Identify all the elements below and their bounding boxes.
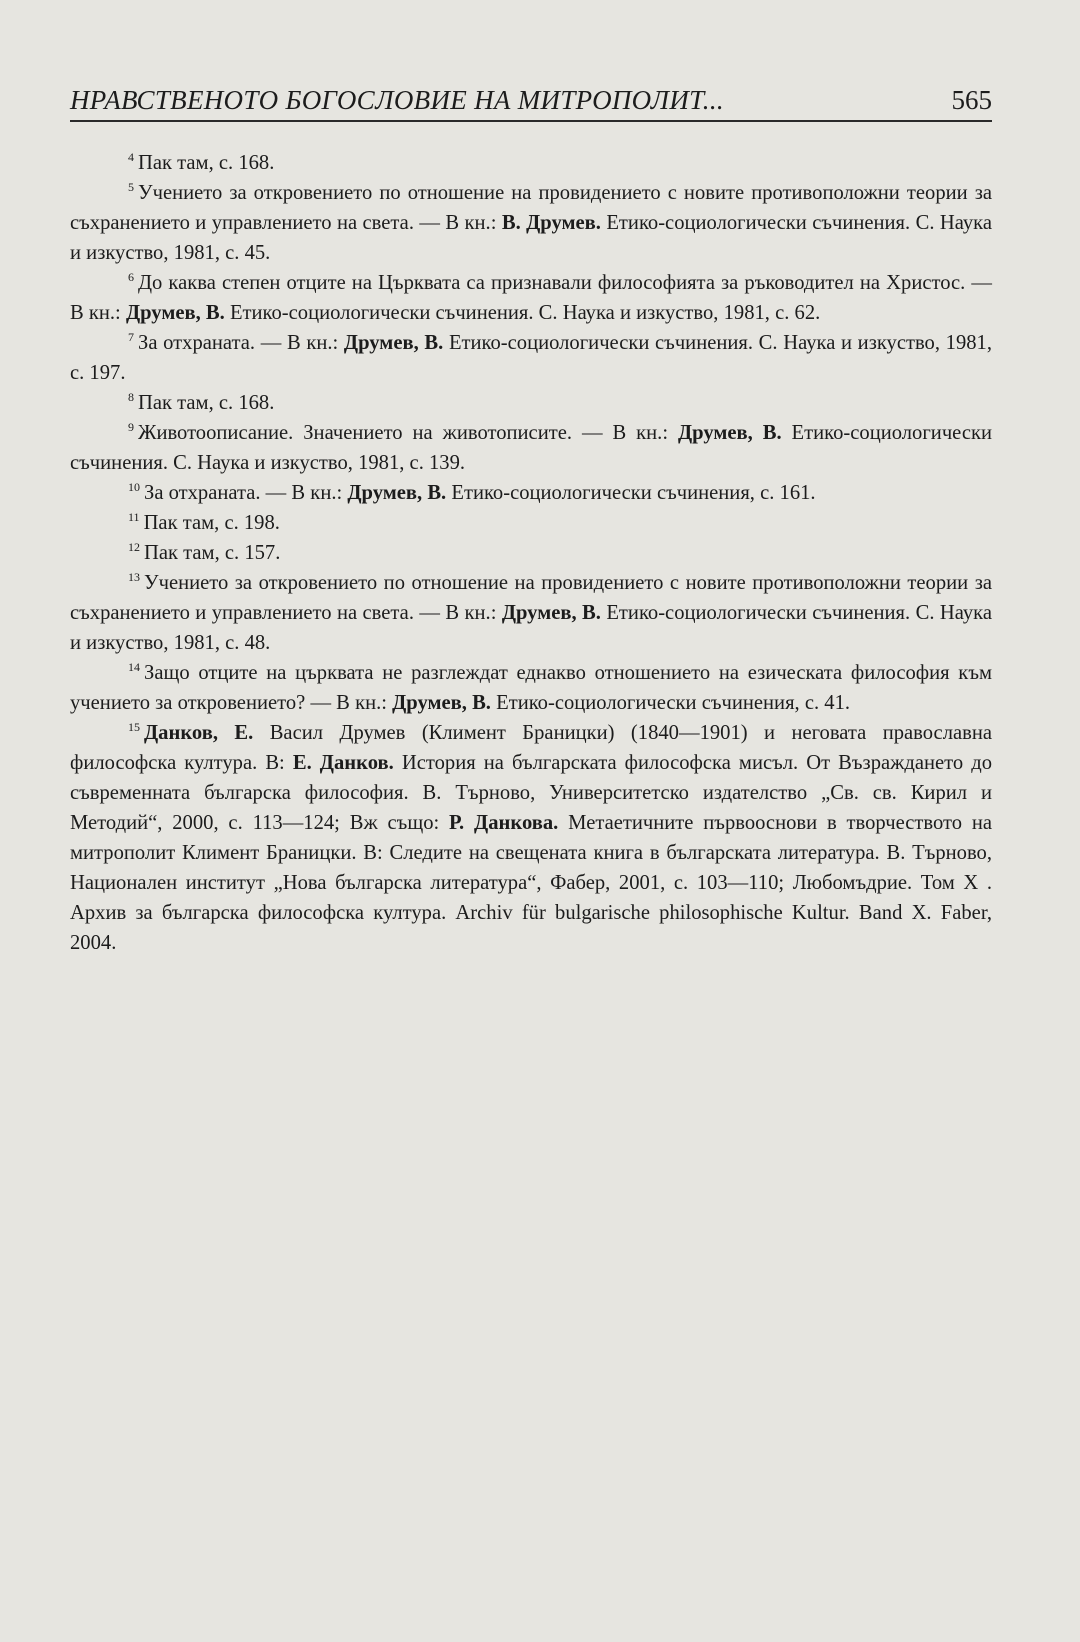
footnote-text: Етико-социологически съчинения, с. 41. (490, 692, 851, 714)
footnote-text: Васил Друмев (Климент Браницки) (1840—1901) и неговата православна философска култура. В: (70, 722, 992, 774)
footnote (70, 328, 992, 388)
footnote-number: 13 (128, 570, 140, 584)
footnote-text: Етико-социологически съчинения. С. Наука и изкуство, 1981, с. 139. (70, 422, 992, 474)
footnote-author: Друмев, В. (501, 602, 601, 624)
footnote-text: Етико-социологически съчинения. С. Наука и изкуство, 1981, с. 48. (70, 602, 992, 654)
footnote-author: Е. Данков. (292, 752, 394, 774)
footnote (70, 658, 992, 718)
footnote-text: Учението за откровението по отношение на провидението с новите противоположни теории за съхранението и управлението на света. — В кн.: (70, 572, 992, 624)
footnote-author: Друмев, В. (347, 482, 447, 504)
footnote-number: 7 (128, 330, 134, 344)
footnote-number: 11 (128, 510, 140, 524)
footnote-text: За отхраната. — В кн.: (138, 332, 344, 354)
footnote-text: Пак там, с. 157. (144, 542, 281, 564)
footnote-author: Друмев, В. (392, 692, 491, 714)
running-title: НРАВСТВЕНОТО БОГОСЛОВИЕ НА МИТРОПОЛИТ... (70, 85, 724, 115)
footnote-number: 4 (128, 150, 134, 164)
footnote-text: Защо отците на църквата не разглеждат еднакво отношението на езическата философия към учението за откровението? — В кн.: (70, 662, 992, 714)
footnote-text: Животоописание. Значението на животописите. — В кн.: (138, 422, 678, 444)
footnote (70, 718, 992, 958)
footnote (70, 508, 992, 538)
footnote-author: Друмев, В. (343, 332, 444, 354)
footnote-number: 6 (128, 270, 134, 284)
footnote-number: 10 (128, 480, 140, 494)
footnote (70, 418, 992, 478)
footnote (70, 568, 992, 658)
footnote-number: 8 (128, 390, 134, 404)
footnote-author: Р. Данкова. (449, 812, 559, 834)
footnote-author: Друмев, В. (677, 422, 782, 444)
footnote-author: Данков, Е. (144, 722, 254, 744)
footnote-text: Етико-социологически съчинения, с. 161. (446, 482, 816, 504)
footnote-number: 15 (128, 720, 140, 734)
footnote-text: Метаетичните първооснови в творчеството на митрополит Климент Браницки. В: Следите на свещената книга в българската литература. В. Търново, Национален институт „Нова българска литература“, Фабер, 2001, с. 103—110; Любомъдрие. Том Х . Архив за българска философска култура. Archiv für bulgarische philosophische Kultur. Band X. Faber, 2004. (70, 812, 992, 954)
footnote-text: Пак там, с. 168. (138, 152, 275, 174)
footnote (70, 148, 992, 178)
footnote-text: Пак там, с. 168. (138, 392, 275, 414)
footnote-number: 9 (128, 420, 134, 434)
footnote-author: Друмев, В. (125, 302, 225, 324)
footnotes-list (70, 148, 992, 958)
footnote (70, 538, 992, 568)
footnote-text: До каква степен отците на Църквата са признавали философията за ръководител на Христос. — В кн.: (70, 272, 992, 324)
footnote-number: 14 (128, 660, 140, 674)
footnote-text: Учението за откровението по отношение на провидението с новите противоположни теории за съхранението и управлението на света. — В кн.: (70, 182, 992, 234)
footnote-text: Пак там, с. 198. (143, 512, 280, 534)
footnote-text: Етико-социологически съчинения. С. Наука и изкуство, 1981, с. 45. (70, 212, 992, 264)
footnote-number: 5 (128, 180, 134, 194)
page-number: 565 (951, 85, 992, 115)
footnote-text: Етико-социологически съчинения. С. Наука и изкуство, 1981, с. 62. (224, 302, 821, 324)
page-header (70, 80, 992, 122)
footnote (70, 268, 992, 328)
footnote-author: В. Друмев. (501, 212, 601, 234)
footnote-text: История на българската философска мисъл. От Възраждането до съвременната българска философия. В. Търново, Университетско издателство „Св. св. Кирил и Методий“, 2000, с. 113—124; Вж също: (70, 752, 993, 834)
footnote (70, 478, 992, 508)
footnote-text: За отхраната. — В кн.: (144, 482, 348, 504)
footnote-text: Етико-социологически съчинения. С. Наука и изкуство, 1981, с. 197. (70, 332, 992, 384)
footnote-number: 12 (128, 540, 140, 554)
footnote (70, 388, 992, 418)
footnote (70, 178, 992, 268)
